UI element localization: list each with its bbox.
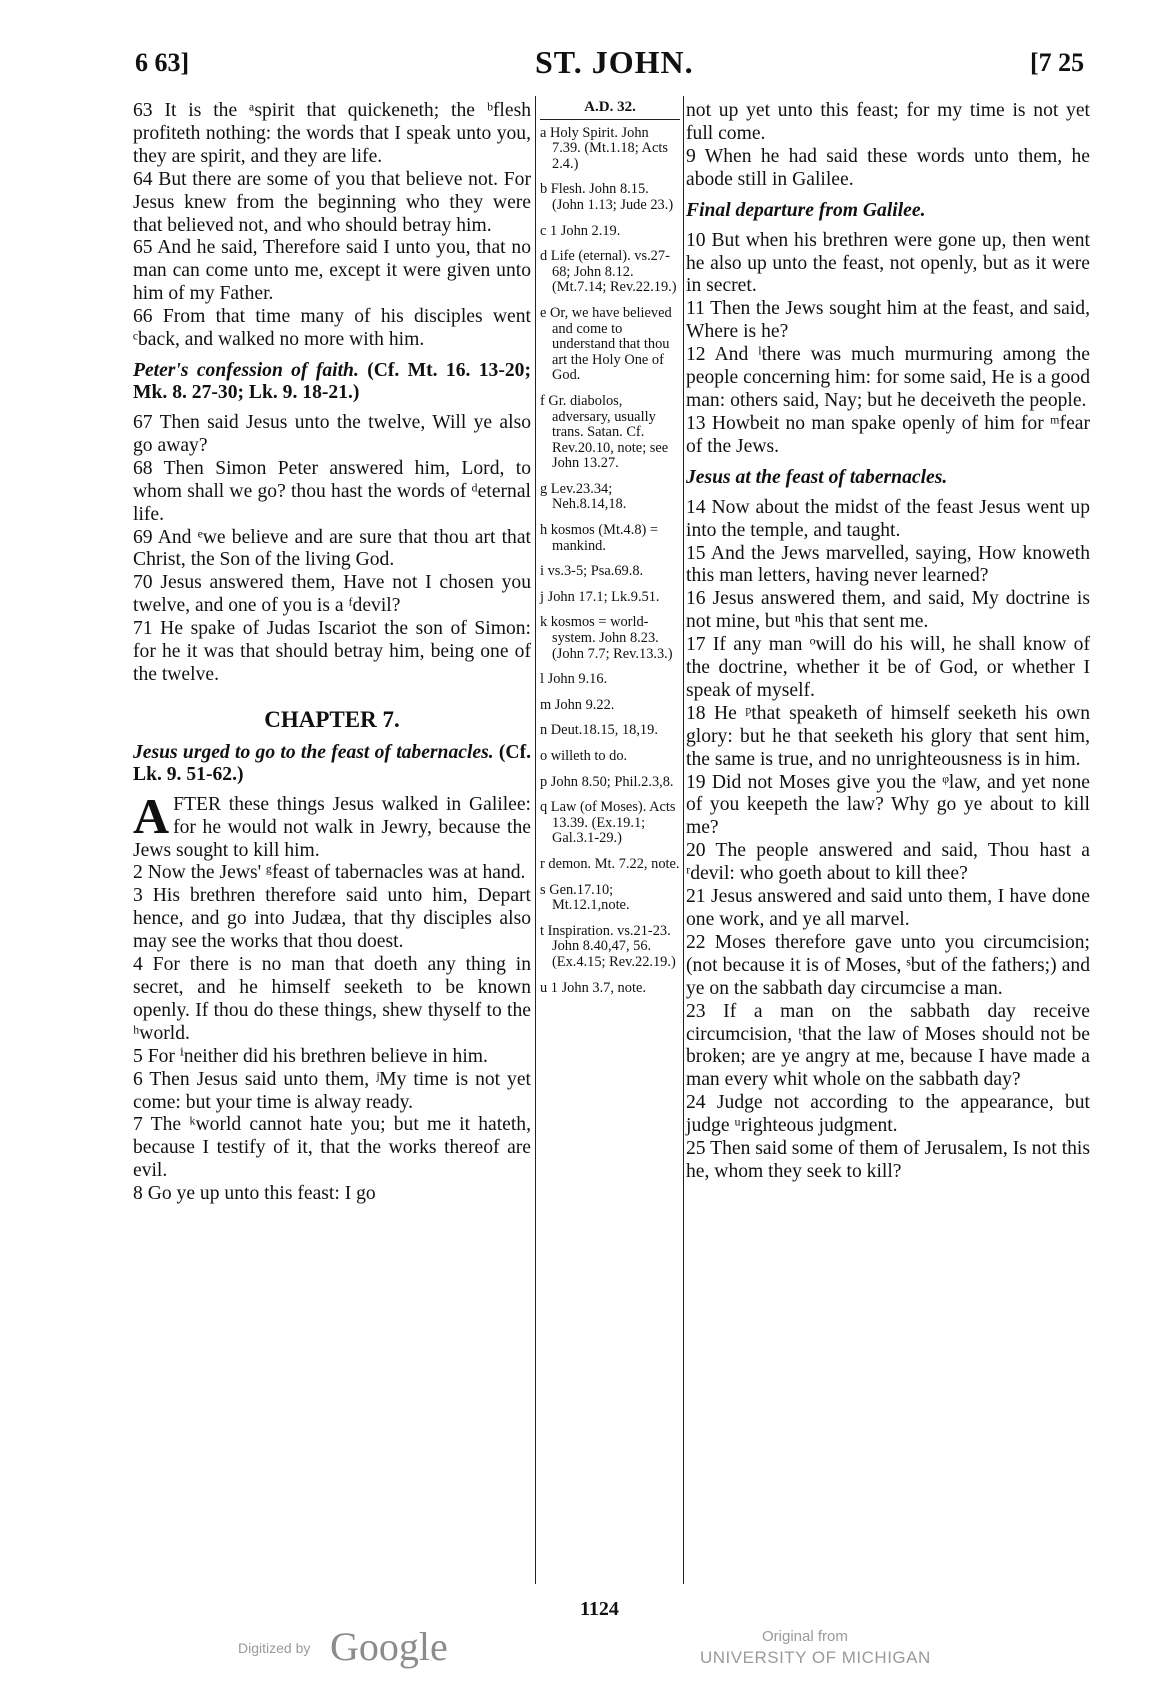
heading-crossref: (Cf. Lk. 9. 51-62.)	[133, 741, 531, 785]
verse-3: 3 His brethren therefore said unto him, Depart hence, and go into Judæa, that thy disciples also may see the works that thou doest.	[133, 885, 531, 953]
verse-2: 2 Now the Jews' ᵍfeast of tabernacles was at hand.	[133, 862, 526, 884]
margin-note: b Flesh. John 8.15. (John 1.13; Jude 23.)	[540, 181, 674, 213]
verse-23: 23 If a man on the sabbath day receive circumcision, ᵗthat the law of Moses should not be broken; are ye angry at me, because I have made a man every whit whole on the sabbath day?	[686, 1000, 1090, 1091]
heading-text: Peter's confession of faith.	[133, 359, 359, 381]
verse-5: 5 For ⁱneither did his brethren believe in him.	[133, 1045, 488, 1067]
verse-71: 71 He spake of Judas Iscariot the son of Simon: for he it was that should betray him, being one of the twelve.	[133, 618, 531, 685]
verse-67: 67 Then said Jesus unto the twelve, Will ye also go away?	[133, 411, 531, 456]
column-divider-left	[535, 96, 536, 1584]
verse-69: 69 And ᵉwe believe and are sure that thou art that Christ, the Son of the living God.	[133, 526, 531, 571]
verse-1	[133, 787, 531, 863]
section-heading-feast	[133, 742, 531, 786]
verse-65: 65 And he said, Therefore said I unto you, that no man can come unto me, except it were given unto him of my Father.	[133, 237, 531, 305]
verse-1-text: FTER these things Jesus walked in Galilee: for he would not walk in Jewry, because the Jews sought to kill him.	[133, 793, 531, 861]
verse-17: 17 If any man ᵒwill do his will, he shall know of the doctrine, whether it be of God, or whether I speak of myself.	[686, 634, 1090, 701]
margin-note: a Holy Spirit. John 7.39. (Mt.1.18; Acts 2.4.)	[540, 124, 668, 172]
margin-note: l John 9.16.	[540, 671, 608, 688]
verse-14: 14 Now about the midst of the feast Jesus went up into the temple, and taught.	[686, 496, 1090, 541]
margin-note: d Life (eternal). vs.27-68; John 8.12. (Mt.7.14; Rev.22.19.)	[540, 248, 677, 296]
section-heading-final-departure: Final departure from Galilee.	[686, 199, 926, 221]
verse-66: 66 From that time many of his disciples went ᶜback, and walked no more with him.	[133, 306, 531, 351]
margin-note: j John 17.1; Lk.9.51.	[540, 588, 660, 605]
verse-21: 21 Jesus answered and said unto them, I have done one work, and ye all marvel.	[686, 886, 1090, 930]
chapter-verse-start: 6 63]	[135, 48, 190, 77]
verse-6: 6 Then Jesus said unto them, ʲMy time is not yet come: but your time is alway ready.	[133, 1068, 531, 1113]
verse-18: 18 He ᵖthat speaketh of himself seeketh his own glory: but he that seeketh his glory that sent him, the same is true, and no unrighteousness is in him.	[686, 702, 1090, 770]
verse-12: 12 And ˡthere was much murmuring among the people concerning him: for some said, He is a good man: others said, Nay; but he deceiveth the people.	[686, 344, 1090, 411]
margin-note: c 1 John 2.19.	[540, 222, 621, 239]
margin-note: h kosmos (Mt.4.8) = mankind.	[540, 522, 659, 554]
drop-cap: A	[133, 787, 170, 844]
verse-16: 16 Jesus answered them, and said, My doctrine is not mine, but ⁿhis that sent me.	[686, 588, 1090, 633]
margin-notes	[540, 126, 680, 997]
google-logo: Google	[330, 1624, 448, 1669]
right-text-column	[686, 100, 1090, 1184]
page-header	[0, 0, 1162, 80]
heading-crossref: (Cf. Mt. 16. 13-20; Mk. 8. 27-30; Lk. 9. 18-21.)	[133, 359, 531, 403]
heading-text: Jesus urged to go to the feast of tabernacles.	[133, 741, 494, 763]
verse-70: 70 Jesus answered them, Have not I chosen you twelve, and one of you is a ᶠdevil?	[133, 572, 531, 617]
verse-8-continued: not up yet unto this feast; for my time is not yet full come.	[686, 100, 1090, 144]
verse-22: 22 Moses therefore gave unto you circumcision; (not because it is of Moses, ˢbut of the fathers;) and ye on the sabbath day circumcise a man.	[686, 931, 1090, 999]
page-number: 1124	[580, 1598, 619, 1620]
verse-7: 7 The ᵏworld cannot hate you; but me it hateth, because I testify of it, that the works thereof are evil.	[133, 1114, 531, 1182]
verse-24: 24 Judge not according to the appearance, but judge ᵘrighteous judgment.	[686, 1092, 1090, 1137]
institution-label: UNIVERSITY OF MICHIGAN	[700, 1648, 931, 1667]
verse-11: 11 Then the Jews sought him at the feast, and said, Where is he?	[686, 298, 1090, 343]
verse-8: 8 Go ye up unto this feast: I go	[133, 1183, 376, 1205]
section-heading-peters-confession	[133, 360, 531, 404]
verse-9: 9 When he had said these words unto them, he abode still in Galilee.	[686, 145, 1090, 190]
margin-note: s Gen.17.10; Mt.12.1,note.	[540, 881, 630, 914]
margin-note: e Or, we have believed and come to understand that thou art the Holy One of God.	[540, 304, 672, 384]
margin-note: m John 9.22.	[540, 696, 615, 713]
verse-64: 64 But there are some of you that believe not. For Jesus knew from the beginning who they were that believed not, and who should betray him.	[133, 168, 531, 236]
chapter-verse-end: [7 25	[1030, 48, 1085, 77]
margin-note: p John 8.50; Phil.2.3,8.	[540, 773, 674, 790]
verse-63: 63 It is the ᵃspirit that quickeneth; the ᵇflesh profiteth nothing: the words that I speak unto you, they are spirit, and they are life.	[133, 100, 531, 167]
verse-13: 13 Howbeit no man spake openly of him for ᵐfear of the Jews.	[686, 412, 1090, 457]
original-from-label: Original from	[762, 1628, 848, 1645]
year-label: A.D. 32.	[540, 100, 680, 120]
margin-note: r demon. Mt. 7.22, note.	[540, 855, 680, 872]
book-title: ST. JOHN.	[535, 44, 694, 80]
verse-68: 68 Then Simon Peter answered him, Lord, to whom shall we go? thou hast the words of ᵈeternal life.	[133, 457, 531, 525]
verse-4: 4 For there is no man that doeth any thing in secret, and he himself seeketh to be known openly. If thou do these things, shew thyself to the ʰworld.	[133, 954, 531, 1044]
margin-note: o willeth to do.	[540, 748, 628, 764]
section-heading-feast-of-tabernacles: Jesus at the feast of tabernacles.	[686, 466, 948, 488]
margin-note: g Lev.23.34; Neh.8.14,18.	[540, 480, 627, 513]
digitized-by-label: Digitized by	[238, 1640, 311, 1656]
verse-25: 25 Then said some of them of Jerusalem, Is not this he, whom they seek to kill?	[686, 1138, 1090, 1182]
margin-note: q Law (of Moses). Acts 13.39. (Ex.19.1; Gal.3.1-29.)	[540, 799, 676, 847]
verse-10: 10 But when his brethren were gone up, then went he also up unto the feast, not openly, but as it were in secret.	[686, 229, 1090, 297]
verse-15: 15 And the Jews marvelled, saying, How knoweth this man letters, having never learned?	[686, 542, 1090, 587]
left-text-column	[133, 100, 531, 1206]
margin-references-column	[540, 100, 680, 1006]
margin-note: i vs.3-5; Psa.69.8.	[540, 563, 644, 580]
verse-19: 19 Did not Moses give you the ᵠlaw, and yet none of you keepeth the law? Why go ye about to kill me?	[686, 771, 1090, 839]
margin-note: t Inspiration. vs.21-23. John 8.40,47, 56. (Ex.4.15; Rev.22.19.)	[540, 922, 676, 970]
column-divider-right	[683, 96, 684, 1584]
verse-20: 20 The people answered and said, Thou hast a ʳdevil: who goeth about to kill thee?	[686, 840, 1090, 885]
margin-note: k kosmos = world-system. John 8.23. (John 7.7; Rev.13.3.)	[540, 614, 673, 662]
margin-note: f Gr. diabolos, adversary, usually trans. Satan. Cf. Rev.20.10, note; see John 13.27.	[540, 392, 669, 472]
margin-note: n Deut.18.15, 18,19.	[540, 722, 658, 739]
chapter-heading: CHAPTER 7.	[264, 706, 400, 732]
margin-note: u 1 John 3.7, note.	[540, 979, 646, 996]
